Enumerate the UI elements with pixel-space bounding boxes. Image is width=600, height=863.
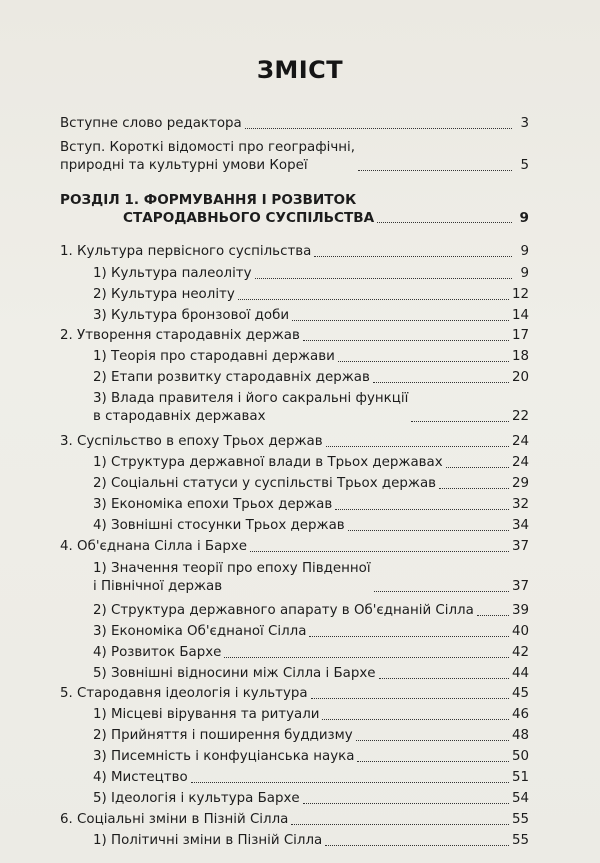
toc-entry-text: 4) Мистецтво <box>93 770 188 785</box>
page-title: ЗМІСТ <box>256 56 344 84</box>
dot-leader <box>439 487 509 489</box>
toc-entry-text: 1) Політичні зміни в Пізній Сілла <box>93 833 323 848</box>
dot-leader <box>477 614 509 616</box>
dot-leader <box>311 697 509 699</box>
toc-entry-text: 2. Утворення стародавніх держав <box>60 328 300 343</box>
toc-entry-text: 1) Значення теорії про епоху Південної і Північної держав <box>93 561 371 594</box>
toc-entry-subchapter[interactable] <box>93 560 529 596</box>
toc-entry-subchapter[interactable] <box>93 307 529 325</box>
dot-leader <box>292 319 509 321</box>
toc-entry-foreword[interactable] <box>60 115 529 133</box>
toc-entry-text: 2) Етапи розвитку стародавніх держав <box>93 370 370 385</box>
dot-leader <box>303 339 509 341</box>
dot-leader <box>250 550 509 552</box>
toc-section-title: РОЗДІЛ 1. ФОРМУВАННЯ І РОЗВИТОК СТАРОДАВНЬОГО СУСПІЛЬСТВА <box>60 192 375 226</box>
toc-page-number: 9 <box>519 210 529 226</box>
toc-entry-text: Вступ. Короткі відомості про географічні, природні та культурні умови Кореї <box>60 140 356 173</box>
toc-entry-text: 4) Зовнішні стосунки Трьох держав <box>93 518 345 533</box>
toc-entry-subchapter[interactable] <box>93 790 529 808</box>
toc-page-number: 55 <box>511 833 529 848</box>
toc-page-number: 42 <box>511 645 529 660</box>
toc-page-number: 32 <box>511 497 529 512</box>
toc-entry-chapter[interactable] <box>60 811 529 829</box>
toc-page-number: 50 <box>511 749 529 764</box>
dot-leader <box>291 823 509 825</box>
toc-entry-text: 4. Об'єднана Сілла і Бархе <box>60 539 247 554</box>
toc-entry-text: 1) Теорія про стародавні держави <box>93 349 335 364</box>
toc-page-number: 40 <box>511 624 529 639</box>
toc-entry-subchapter[interactable] <box>93 769 529 787</box>
toc-entry-text: 4) Розвиток Бархе <box>93 645 222 660</box>
dot-leader <box>326 445 509 447</box>
toc-entry-subchapter[interactable] <box>93 265 529 283</box>
dot-leader <box>309 635 509 637</box>
toc-entry-subchapter[interactable] <box>93 665 529 683</box>
dot-leader <box>335 508 509 510</box>
dot-leader <box>348 529 509 531</box>
toc-page-number: 9 <box>520 266 529 281</box>
toc-entry-text: Вступне слово редактора <box>60 116 242 131</box>
toc-entry-chapter[interactable] <box>60 685 529 703</box>
toc-entry-text: 3) Економіка епохи Трьох держав <box>93 497 333 512</box>
toc-entry-text: 3) Влада правителя і його сакральні функції в стародавніх державах <box>93 391 409 424</box>
toc-page-number: 20 <box>511 370 529 385</box>
dot-leader <box>238 298 509 300</box>
toc-entry-text: 5. Стародавня ідеологія і культура <box>60 686 308 701</box>
toc-entry-text: 2) Соціальні статуси у суспільстві Трьох держав <box>93 476 437 491</box>
toc-entry-subchapter[interactable] <box>93 454 529 472</box>
toc-page-number: 12 <box>511 287 529 302</box>
toc-entry-text: 3) Культура бронзової доби <box>93 308 290 323</box>
toc-entry-text: 3. Суспільство в епоху Трьох держав <box>60 434 323 449</box>
toc-entry-chapter[interactable] <box>60 243 529 261</box>
toc-page-number: 37 <box>511 539 529 554</box>
toc-entry-subchapter[interactable] <box>93 369 529 387</box>
dot-leader <box>191 781 509 783</box>
toc-page-number: 34 <box>511 518 529 533</box>
dot-leader <box>245 127 512 129</box>
toc-page-number: 39 <box>511 603 529 618</box>
toc-entry-text: 5) Ідеологія і культура Бархе <box>93 791 300 806</box>
dot-leader <box>322 718 508 720</box>
dot-leader <box>377 221 512 223</box>
toc-entry-chapter[interactable] <box>60 538 529 556</box>
toc-page-number: 3 <box>520 116 529 131</box>
toc-entry-introduction[interactable] <box>60 139 529 175</box>
toc-entry-subchapter[interactable] <box>93 748 529 766</box>
toc-page-number: 51 <box>511 770 529 785</box>
toc-page-number: 44 <box>511 666 529 681</box>
toc-page-number: 37 <box>511 579 529 594</box>
dot-leader <box>356 739 509 741</box>
toc-page-number: 9 <box>520 244 529 259</box>
toc-entry-subchapter[interactable] <box>93 706 529 724</box>
toc-entry-subchapter[interactable] <box>93 832 529 850</box>
toc-page-number: 22 <box>511 409 529 424</box>
dot-leader <box>255 277 512 279</box>
toc-entry-subchapter[interactable] <box>93 517 529 535</box>
toc-entry-text: 2) Прийняття і поширення буддизму <box>93 728 353 743</box>
toc-entry-subchapter[interactable] <box>93 644 529 662</box>
dot-leader <box>374 590 509 592</box>
toc-entry-subchapter[interactable] <box>93 727 529 745</box>
toc-entry-text: 6. Соціальні зміни в Пізній Сілла <box>60 812 289 827</box>
toc-entry-subchapter[interactable] <box>93 286 529 304</box>
toc-entry-text: 1) Місцеві вірування та ритуали <box>93 707 320 722</box>
dot-leader <box>446 466 509 468</box>
dot-leader <box>314 255 512 257</box>
dot-leader <box>358 169 512 171</box>
toc-entry-text: 3) Писемність і конфуціанська наука <box>93 749 355 764</box>
toc-page-number: 45 <box>511 686 529 701</box>
toc-entry-chapter[interactable] <box>60 327 529 345</box>
toc-page-number: 18 <box>511 349 529 364</box>
toc-page-number: 29 <box>511 476 529 491</box>
toc-entry-subchapter[interactable] <box>93 496 529 514</box>
toc-entry-subchapter[interactable] <box>93 390 529 426</box>
toc-entry-text: 2) Культура неоліту <box>93 287 235 302</box>
toc-page-number: 5 <box>520 158 529 173</box>
toc-page-number: 55 <box>511 812 529 827</box>
toc-entry-text: 2) Структура державного апарату в Об'єднаній Сілла <box>93 603 474 618</box>
toc-entry-text: 1) Структура державної влади в Трьох державах <box>93 455 443 470</box>
dot-leader <box>411 420 509 422</box>
dot-leader <box>357 760 509 762</box>
dot-leader <box>224 656 509 658</box>
toc-entry-text: 3) Економіка Об'єднаної Сілла <box>93 624 307 639</box>
toc-page-number: 46 <box>511 707 529 722</box>
dot-leader <box>338 360 509 362</box>
toc-entry-text: 5) Зовнішні відносини між Сілла і Бархе <box>93 666 376 681</box>
toc-page-number: 54 <box>511 791 529 806</box>
toc-page-number: 14 <box>511 308 529 323</box>
toc-entry-subchapter[interactable] <box>93 602 529 620</box>
toc-page-number: 24 <box>511 434 529 449</box>
toc-page-number: 48 <box>511 728 529 743</box>
toc-entry-chapter[interactable] <box>60 433 529 451</box>
dot-leader <box>379 677 509 679</box>
toc-section-1[interactable] <box>60 191 529 227</box>
toc-entry-subchapter[interactable] <box>93 475 529 493</box>
toc-entry-text: 1) Культура палеоліту <box>93 266 252 281</box>
toc-page-number: 24 <box>511 455 529 470</box>
dot-leader <box>325 844 509 846</box>
toc-page-number: 17 <box>511 328 529 343</box>
dot-leader <box>303 802 509 804</box>
toc-entry-subchapter[interactable] <box>93 623 529 641</box>
toc-entry-text: 1. Культура первісного суспільства <box>60 244 312 259</box>
toc-entry-subchapter[interactable] <box>93 348 529 366</box>
dot-leader <box>373 381 509 383</box>
